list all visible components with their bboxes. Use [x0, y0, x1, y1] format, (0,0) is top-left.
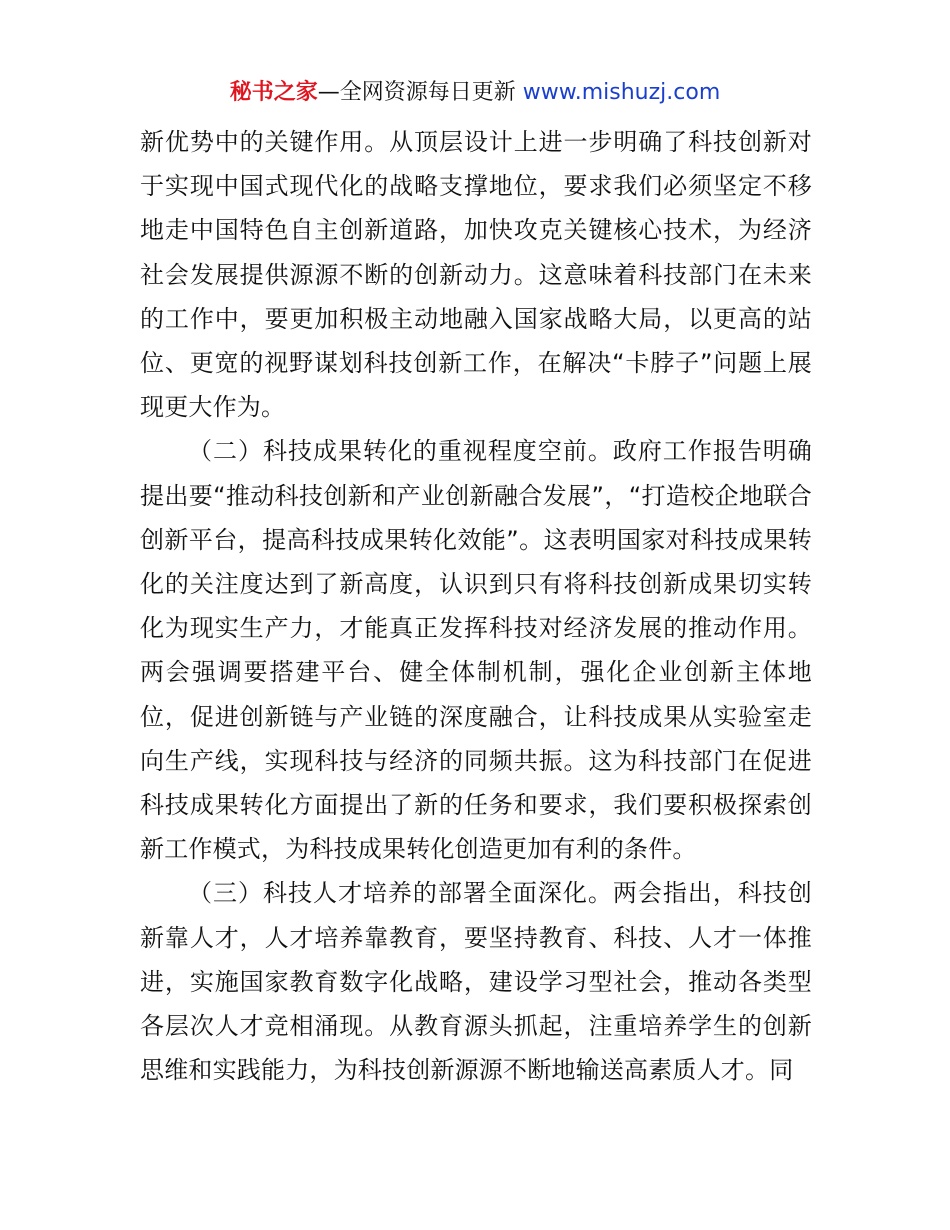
site-slogan: —全网资源每日更新: [317, 80, 516, 105]
site-header: [0, 78, 950, 108]
paragraph-section-3: （三）科技人才培养的部署全面深化。两会指出，科技创新靠人才，人才培养靠教育，要坚持教育、科技、人才一体推进，实施国家教育数字化战略，建设学习型社会，推动各类型各层次人才竞相涌现。从教育源头抓起，注重培养学生的创新思维和实践能力，为科技创新源源不断地输送高素质人才。同: [140, 879, 812, 1085]
site-url[interactable]: www.mishuzj.com: [522, 80, 721, 105]
paragraph-continued: 新优势中的关键作用。从顶层设计上进一步明确了科技创新对于实现中国式现代化的战略支撑地位，要求我们必须坚定不移地走中国特色自主创新道路，加快攻克关键核心技术，为经济社会发展提供源源不断的创新动力。这意味着科技部门在未来的工作中，要更加积极主动地融入国家战略大局，以更高的站位、更宽的视野谋划科技创新工作，在解决“卡脖子”问题上展现更大作为。: [140, 128, 812, 422]
paragraph-section-2: （二）科技成果转化的重视程度空前。政府工作报告明确提出要“推动科技创新和产业创新融合发展”，“打造校企地联合创新平台，提高科技成果转化效能”。这表明国家对科技成果转化的关注度达到了新高度，认识到只有将科技创新成果切实转化为现实生产力，才能真正发挥科技对经济发展的推动作用。两会强调要搭建平台、健全体制机制，强化企业创新主体地位，促进创新链与产业链的深度融合，让科技成果从实验室走向生产线，实现科技与经济的同频共振。这为科技部门在促进科技成果转化方面提出了新的任务和要求，我们要积极探索创新工作模式，为科技成果转化创造更加有利的条件。: [140, 437, 812, 864]
document-body: [140, 120, 812, 1092]
site-brand: 秘书之家: [229, 80, 318, 105]
